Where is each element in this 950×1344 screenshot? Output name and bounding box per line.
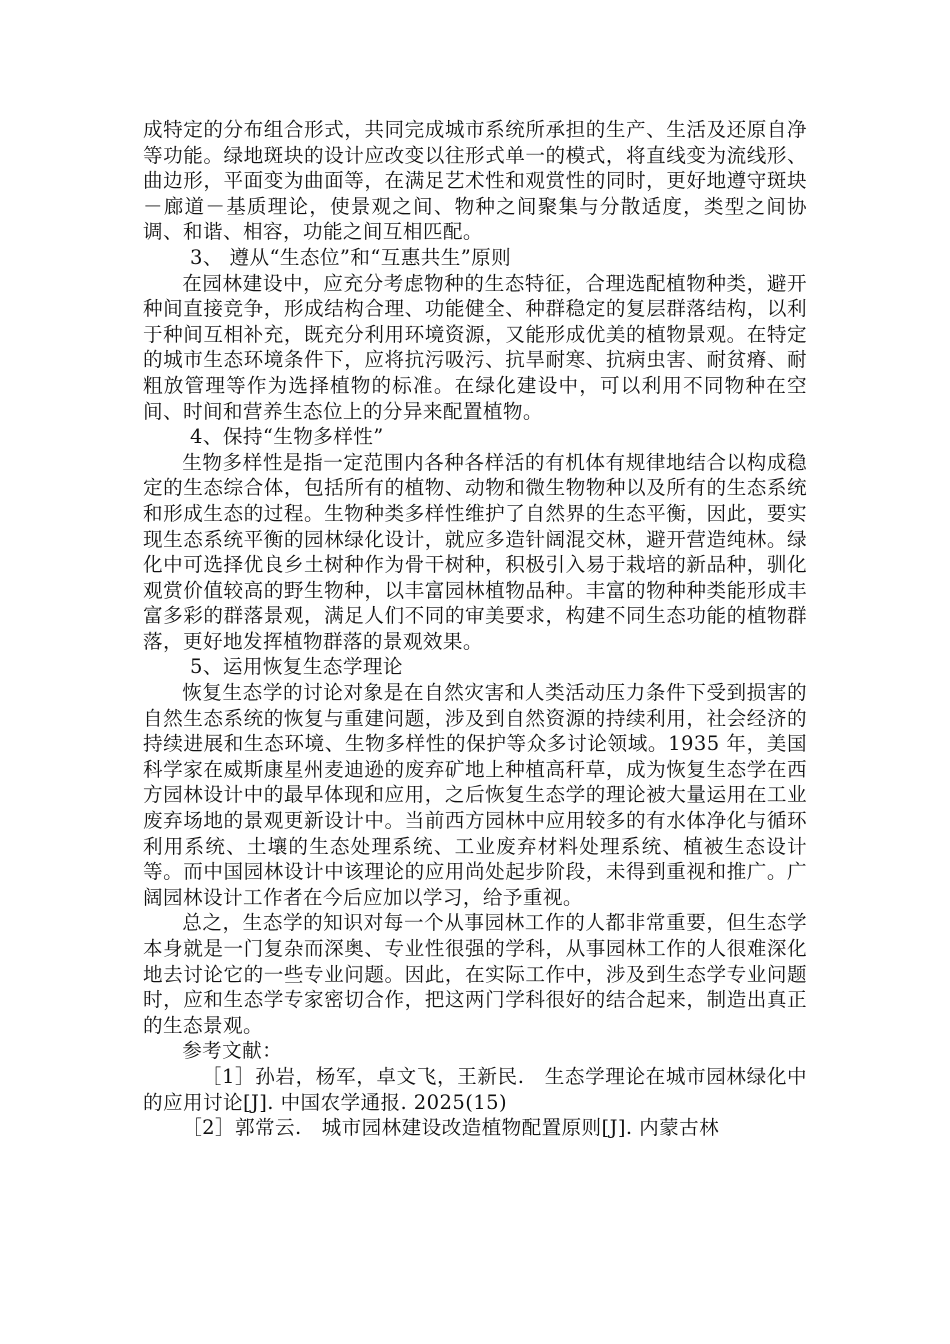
document-page — [143, 117, 807, 1141]
paragraph-niche: 在园林建设中，应充分考虑物种的生态特征，合理选配植物种类，避开种间直接竞争，形成结构合理、功能健全、种群稳定的复层群落结构，以利于种间互相补充，既充分利用环境资源，又能形成优美的植物景观。在特定的城市生态环境条件下，应将抗污吸污、抗旱耐寒、抗病虫害、耐贫瘠、耐粗放管理等作为选择植物的标准。在绿化建设中，可以利用不同物种在空间、时间和营养生态位上的分异来配置植物。 — [143, 271, 807, 423]
section-heading-3: 3、 遵从“生态位”和“互惠共生”原则 — [190, 245, 512, 269]
paragraph-continued: 成特定的分布组合形式，共同完成城市系统所承担的生产、生活及还原自净等功能。绿地斑块的设计应改变以往形式单一的模式，将直线变为流线形、曲边形，平面变为曲面等，在满足艺术性和观赏性的同时，更好地遵守斑块－廊道－基质理论，使景观之间、物种之间聚集与分散适度，类型之间协调、和谐、相容，功能之间互相匹配。 — [143, 118, 807, 244]
reference-item-2: ［2］郭常云. 城市园林建设改造植物配置原则[J]. 内蒙古林 — [182, 1116, 720, 1140]
paragraph-biodiversity: 生物多样性是指一定范围内各种各样活的有机体有规律地结合以构成稳定的生态综合体，包括所有的植物、动物和微生物物种以及所有的生态系统和形成生态的过程。生物种类多样性维护了自然界的生态平衡，因此，要实现生态系统平衡的园林绿化设计，就应多造针阔混交林，避开营造纯林。绿化中可选择优良乡土树种作为骨干树种，积极引入易于栽培的新品种，驯化观赏价值较高的野生物种，以丰富园林植物品种。丰富的物种种类能形成丰富多彩的群落景观，满足人们不同的审美要求，构建不同生态功能的植物群落，更好地发挥植物群落的景观效果。 — [143, 450, 807, 653]
section-heading-4: 4、保持“生物多样性” — [190, 425, 384, 449]
references-heading: 参考文献： — [182, 1039, 283, 1063]
paragraph-conclusion: 总之，生态学的知识对每一个从事园林工作的人都非常重要，但生态学本身就是一门复杂而深奥、专业性很强的学科，从事园林工作的人很难深化地去讨论它的一些专业问题。因此，在实际工作中，涉及到生态学专业问题时，应和生态学专家密切合作，把这两门学科很好的结合起来，制造出真正的生态景观。 — [143, 911, 807, 1037]
section-heading-5: 5、运用恢复生态学理论 — [190, 655, 403, 679]
reference-item-1: ［1］孙岩，杨军，卓文飞，王新民. 生态学理论在城市园林绿化中的应用讨论[J]. 中国农学通报. 2025(15) — [143, 1064, 807, 1114]
paragraph-restoration: 恢复生态学的讨论对象是在自然灾害和人类活动压力条件下受到损害的自然生态系统的恢复与重建问题，涉及到自然资源的持续利用，社会经济的持续进展和生态环境、生物多样性的保护等众多讨论领域。1935 年，美国科学家在威斯康星州麦迪逊的废弃矿地上种植高秆草，成为恢复生态学在西方园林设计中的最早体现和应用，之后恢复生态学的理论被大量运用在工业废弃场地的景观更新设计中。当前西方园林中应用较多的有水体净化与循环利用系统、土壤的生态处理系统、工业废弃材料处理系统、植被生态设计等。而中国园林设计中该理论的应用尚处起步阶段，未得到重视和推广。广阔园林设计工作者在今后应加以学习，给予重视。 — [143, 681, 807, 909]
